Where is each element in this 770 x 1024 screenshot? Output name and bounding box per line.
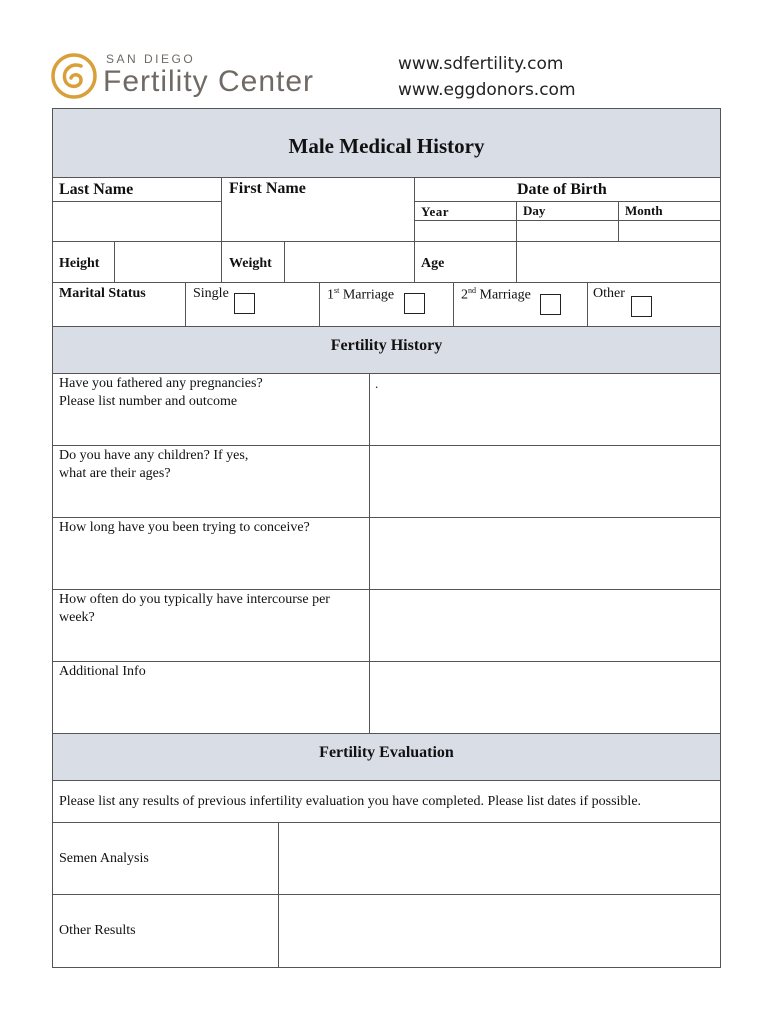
website-link-eggdonors[interactable]: www.eggdonors.com xyxy=(398,80,576,100)
single-checkbox[interactable] xyxy=(234,293,255,314)
semen-analysis-field[interactable] xyxy=(279,823,720,894)
marital-status-label: Marital Status xyxy=(59,286,146,301)
question-pregnancies: Have you fathered any pregnancies? Please list number and outcome xyxy=(59,376,263,409)
height-label: Height xyxy=(59,256,100,271)
question-additional-info: Additional Info xyxy=(59,664,146,679)
question-trying-duration: How long have you been trying to conceive? xyxy=(59,520,310,535)
last-name-label: Last Name xyxy=(59,181,134,198)
pregnancies-answer-field[interactable]: . xyxy=(375,376,379,391)
additional-info-answer-field[interactable] xyxy=(370,662,720,733)
birth-year-field[interactable] xyxy=(415,221,516,241)
birth-month-field[interactable] xyxy=(619,221,720,241)
trying-duration-answer-field[interactable] xyxy=(370,518,720,589)
logo xyxy=(50,50,350,102)
form-title: Male Medical History xyxy=(288,134,485,158)
last-name-field[interactable] xyxy=(53,202,221,241)
intercourse-frequency-answer-field[interactable] xyxy=(370,590,720,661)
first-name-label: First Name xyxy=(229,180,306,197)
height-field[interactable] xyxy=(115,242,221,282)
other-label: Other xyxy=(593,286,625,301)
fertility-center-logo-icon xyxy=(50,52,98,100)
second-marriage-label: 2nd Marriage xyxy=(461,286,531,303)
fertility-history-heading: Fertility History xyxy=(330,337,443,354)
age-label: Age xyxy=(421,256,445,271)
first-name-field[interactable] xyxy=(222,178,414,241)
age-field[interactable] xyxy=(517,242,720,282)
day-label: Day xyxy=(523,203,546,218)
year-label: Year xyxy=(421,204,449,219)
fertility-evaluation-heading: Fertility Evaluation xyxy=(319,744,454,761)
other-results-field[interactable] xyxy=(279,895,720,967)
evaluation-instruction: Please list any results of previous infertility evaluation you have completed. Please list dates if possible. xyxy=(59,794,642,809)
month-label: Month xyxy=(625,203,663,218)
semen-analysis-label: Semen Analysis xyxy=(59,851,149,866)
first-marriage-checkbox[interactable] xyxy=(404,293,425,314)
first-marriage-label: 1st Marriage xyxy=(327,286,395,303)
birth-day-field[interactable] xyxy=(517,221,618,241)
question-intercourse-frequency: How often do you typically have intercourse per week? xyxy=(59,592,330,625)
question-children: Do you have any children? If yes, what are their ages? xyxy=(59,448,249,481)
other-results-label: Other Results xyxy=(59,923,136,938)
logo-small-text: SAN DIEGO xyxy=(106,52,196,66)
date-of-birth-label: Date of Birth xyxy=(517,181,607,198)
logo-main-text: Fertility Center xyxy=(103,65,315,98)
second-marriage-checkbox[interactable] xyxy=(540,294,561,315)
single-label: Single xyxy=(193,286,229,301)
weight-label: Weight xyxy=(229,256,272,271)
other-checkbox[interactable] xyxy=(631,296,652,317)
website-link-sdfertility[interactable]: www.sdfertility.com xyxy=(398,54,564,74)
weight-field[interactable] xyxy=(285,242,414,282)
children-answer-field[interactable] xyxy=(370,446,720,517)
